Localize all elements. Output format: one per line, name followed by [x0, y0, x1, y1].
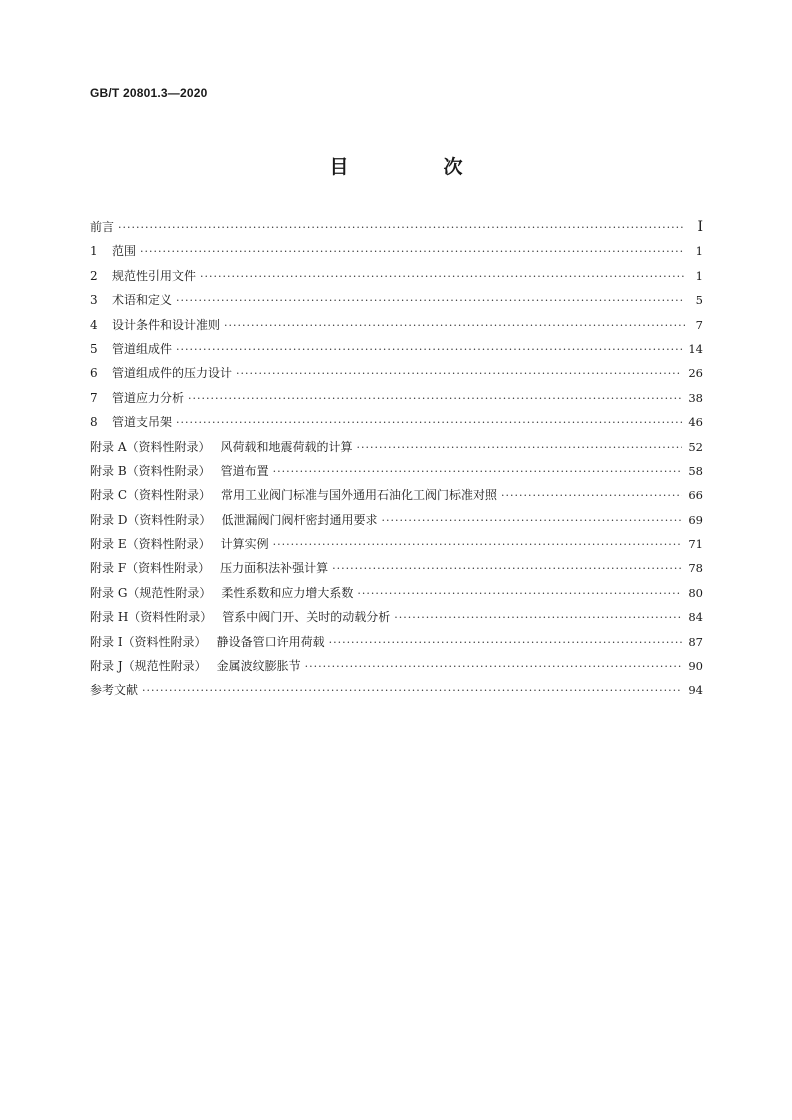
toc-page-number: 1 [695, 268, 703, 283]
toc-entry-label [90, 410, 176, 434]
toc-leader-dots [176, 338, 682, 362]
toc-entry-label [90, 215, 118, 239]
toc-entry-number: 3 [90, 293, 98, 308]
toc-entry[interactable] [90, 386, 703, 410]
toc-leader-dots [140, 240, 685, 264]
toc-entry-label [90, 459, 273, 483]
toc-page-number: 38 [688, 390, 703, 405]
toc-page-number: 94 [688, 683, 703, 698]
toc-entry[interactable] [90, 581, 703, 605]
toc-leader-dots [357, 582, 682, 606]
toc-page-number: 66 [688, 488, 703, 503]
toc-entry-title: 附录 C（资料性附录） [90, 488, 211, 503]
toc-entry-label [90, 483, 501, 507]
toc-entry[interactable] [90, 239, 703, 263]
toc-leader-dots [236, 362, 682, 386]
toc-leader-dots [329, 631, 683, 655]
toc-leader-dots [200, 265, 685, 289]
toc-leader-dots [224, 314, 685, 338]
toc-entry-number: 6 [90, 366, 98, 381]
toc-leader-dots [332, 557, 682, 581]
toc-entry[interactable] [90, 288, 703, 312]
toc-entry-title: 范围 [112, 244, 137, 259]
toc-page-number: 80 [688, 585, 703, 600]
toc-leader-dots [188, 387, 682, 411]
toc-entry-title: 附录 I（资料性附录） [90, 634, 207, 649]
toc-entry-number: 2 [90, 268, 98, 283]
toc-entry[interactable] [90, 459, 703, 483]
toc-entry-label [90, 654, 305, 678]
toc-leader-dots [142, 679, 682, 703]
toc-entry[interactable] [90, 264, 703, 288]
toc-entry-title: 管道组成件 [112, 341, 173, 356]
toc-entry-subtitle: 金属波纹膨胀节 [216, 659, 301, 674]
toc-entry-number: 7 [90, 390, 98, 405]
toc-page-number: 52 [688, 439, 703, 454]
page-title: 目 次 [329, 156, 501, 178]
toc-entry-number: 4 [90, 317, 98, 332]
toc-entry-title: 参考文献 [90, 683, 139, 698]
toc-entry-title: 管道组成件的压力设计 [112, 366, 233, 381]
toc-entry-title: 附录 F（资料性附录） [90, 561, 211, 576]
toc-entry-number: 8 [90, 415, 98, 430]
toc-entry-label [90, 678, 142, 702]
toc-entry-title: 管道支吊架 [112, 415, 173, 430]
toc-entry-subtitle: 压力面积法补强计算 [220, 561, 329, 576]
toc-leader-dots [273, 460, 683, 484]
toc-entry-label [90, 313, 224, 337]
toc-page-number: 78 [688, 561, 703, 576]
toc-leader-dots [176, 289, 685, 313]
toc-entry-label [90, 239, 140, 263]
toc-leader-dots [357, 436, 683, 460]
toc-entry[interactable] [90, 532, 703, 556]
toc-page-number: 69 [688, 512, 703, 527]
toc-leader-dots [118, 216, 685, 240]
toc-entry[interactable] [90, 337, 703, 361]
toc-entry-label [90, 581, 357, 605]
toc-entry-title: 附录 H（资料性附录） [90, 610, 213, 625]
toc-page-number: 87 [688, 634, 703, 649]
toc-page-number: 84 [688, 610, 703, 625]
toc-entry[interactable] [90, 361, 703, 385]
toc-leader-dots [305, 655, 683, 679]
toc-entry-subtitle: 常用工业阀门标准与国外通用石油化工阀门标准对照 [221, 488, 498, 503]
toc-entry-label [90, 605, 394, 629]
toc-page-number: 14 [688, 341, 703, 356]
toc-entry-label [90, 361, 236, 385]
toc-entry-title: 管道应力分析 [112, 390, 185, 405]
toc-page-number: 7 [695, 317, 703, 332]
toc-entry[interactable] [90, 605, 703, 629]
toc-entry-number: 5 [90, 341, 98, 356]
toc-entry[interactable] [90, 678, 703, 702]
standard-code: GB/T 20801.3—2020 [90, 86, 208, 100]
toc-entry-label [90, 508, 381, 532]
toc-leader-dots [273, 533, 683, 557]
toc-page-number: Ⅰ [697, 219, 703, 235]
toc-entry[interactable] [90, 483, 703, 507]
toc-page-number: 58 [688, 463, 703, 478]
toc-entry-subtitle: 低泄漏阀门阀杆密封通用要求 [221, 512, 378, 527]
toc-entry-subtitle: 静设备管口许用荷载 [216, 634, 325, 649]
table-of-contents [90, 215, 703, 703]
toc-entry-label [90, 337, 176, 361]
toc-entry[interactable] [90, 556, 703, 580]
toc-entry[interactable] [90, 215, 703, 239]
toc-entry-title: 附录 D（资料性附录） [90, 512, 212, 527]
toc-entry-title: 附录 E（资料性附录） [90, 537, 211, 552]
toc-entry[interactable] [90, 630, 703, 654]
toc-entry-title: 附录 A（资料性附录） [90, 439, 211, 454]
toc-entry-title: 附录 B（资料性附录） [90, 463, 211, 478]
toc-entry-label [90, 264, 200, 288]
toc-entry-title: 前言 [90, 220, 115, 234]
toc-entry-subtitle: 风荷载和地震荷载的计算 [220, 439, 353, 454]
toc-entry-number: 1 [90, 244, 98, 259]
toc-page-number: 1 [695, 244, 703, 259]
toc-entry-title: 规范性引用文件 [112, 268, 197, 283]
toc-leader-dots [501, 484, 682, 508]
toc-entry-title: 设计条件和设计准则 [112, 317, 221, 332]
toc-leader-dots [176, 411, 682, 435]
toc-entry-label [90, 556, 332, 580]
toc-entry-label [90, 288, 176, 312]
toc-entry[interactable] [90, 410, 703, 434]
toc-entry-label [90, 386, 188, 410]
toc-leader-dots [381, 509, 682, 533]
toc-entry-subtitle: 计算实例 [220, 537, 269, 552]
toc-entry-label [90, 435, 357, 459]
toc-leader-dots [394, 606, 682, 630]
toc-entry[interactable] [90, 313, 703, 337]
toc-entry-subtitle: 管系中阀门开、关时的动载分析 [222, 610, 391, 625]
toc-page-number: 26 [688, 366, 703, 381]
toc-entry[interactable] [90, 508, 703, 532]
toc-page-number: 71 [688, 537, 703, 552]
toc-entry-title: 附录 G（规范性附录） [90, 585, 212, 600]
toc-page-number: 46 [688, 415, 703, 430]
toc-entry-label [90, 630, 329, 654]
toc-entry-subtitle: 柔性系数和应力增大系数 [221, 585, 354, 600]
toc-entry-subtitle: 管道布置 [220, 463, 269, 478]
toc-entry[interactable] [90, 435, 703, 459]
toc-entry-title: 术语和定义 [112, 293, 173, 308]
toc-entry-label [90, 532, 273, 556]
toc-page-number: 90 [688, 659, 703, 674]
toc-entry-title: 附录 J（规范性附录） [90, 659, 207, 674]
toc-page-number: 5 [695, 293, 703, 308]
toc-entry[interactable] [90, 654, 703, 678]
